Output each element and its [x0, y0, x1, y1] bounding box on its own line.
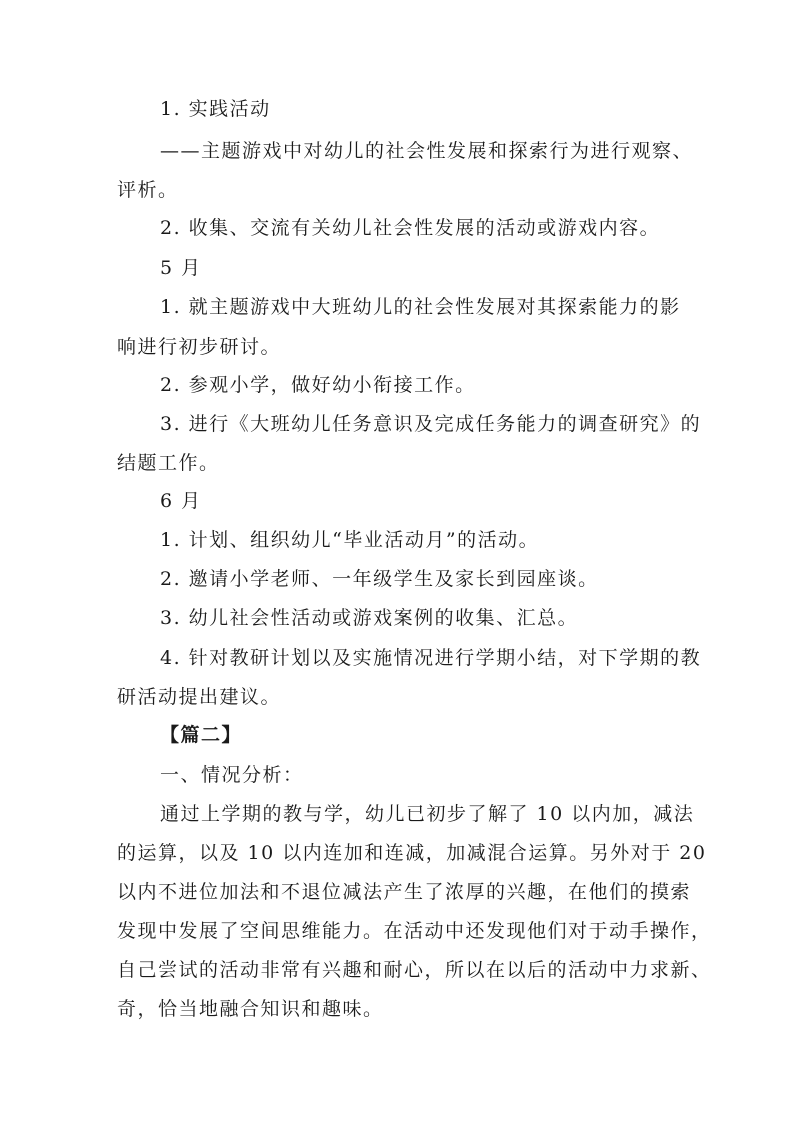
june-item-4-cont: 研活动提出建议。	[117, 686, 282, 708]
analysis-paragraph-line-5: 自己尝试的活动非常有兴趣和耐心，所以在以后的活动中力求新、	[117, 959, 712, 981]
june-item-3: 3. 幼儿社会性活动或游戏案例的收集、汇总。	[160, 607, 579, 629]
june-item-1: 1. 计划、组织幼儿“毕业活动月”的活动。	[160, 529, 540, 551]
may-item-3-cont: 结题工作。	[117, 452, 220, 474]
may-item-3: 3. 进行《大班幼儿任务意识及完成任务能力的调查研究》的	[160, 413, 702, 435]
month-heading-may: 5 月	[160, 257, 202, 279]
analysis-paragraph-line-6: 奇，恰当地融合知识和趣味。	[117, 998, 384, 1020]
subheading-situation-analysis: 一、情况分析：	[160, 764, 304, 786]
june-item-4: 4. 针对教研计划以及实施情况进行学期小结，对下学期的教	[160, 647, 702, 669]
june-item-2: 2. 邀请小学老师、一年级学生及家长到园座谈。	[160, 568, 599, 590]
may-item-2: 2. 参观小学，做好幼小衔接工作。	[160, 374, 476, 396]
item-collect-exchange: 2. 收集、交流有关幼儿社会性发展的活动或游戏内容。	[160, 217, 661, 239]
analysis-paragraph-line-4: 发现中发展了空间思维能力。在活动中还发现他们对于动手操作，	[117, 920, 712, 942]
analysis-paragraph-line-1: 通过上学期的教与学，幼儿已初步了解了 10 以内加，减法	[160, 803, 695, 825]
item-practice-activity: 1. 实践活动	[160, 98, 271, 120]
analysis-paragraph-line-2: 的运算，以及 10 以内连加和连减，加减混合运算。另外对于 20	[117, 842, 707, 864]
may-item-1: 1. 就主题游戏中大班幼儿的社会性发展对其探索能力的影	[160, 296, 681, 318]
practice-activity-description: ——主题游戏中对幼儿的社会性发展和探索行为进行观察、	[160, 140, 694, 162]
section-heading-part-two: 【篇二】	[160, 724, 243, 746]
analysis-paragraph-line-3: 以内不进位加法和不退位减法产生了浓厚的兴趣，在他们的摸索	[117, 881, 692, 903]
month-heading-june: 6 月	[160, 490, 202, 512]
practice-activity-description-cont: 评析。	[117, 179, 179, 201]
may-item-1-cont: 响进行初步研讨。	[117, 336, 282, 358]
